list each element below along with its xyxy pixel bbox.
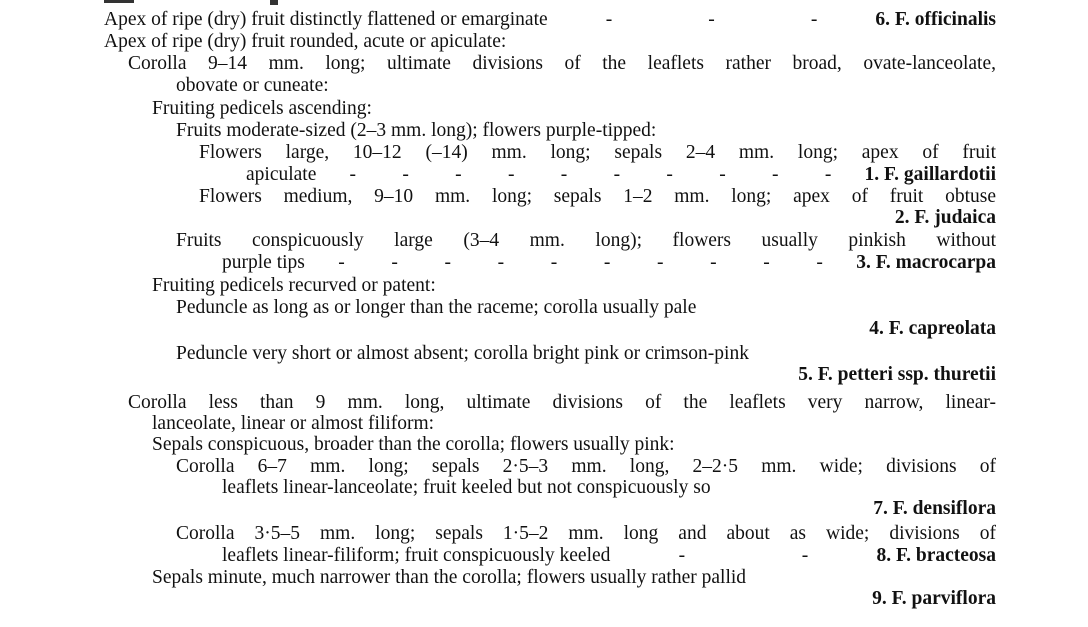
leader-dash: - bbox=[507, 164, 515, 185]
taxon-name: 9. F. parviflora bbox=[872, 588, 996, 609]
leader-dash: - bbox=[402, 164, 409, 185]
key-couplet-2a: Corolla 9–14 mm. long; ultimate divisions of the leaflets rather broad, ovate-lanceolate, bbox=[128, 53, 996, 74]
leader-dots bbox=[316, 164, 864, 186]
leader-dots bbox=[610, 545, 876, 567]
key-couplet-6b: Peduncle very short or almost absent; corolla bright pink or crimson-pink bbox=[176, 343, 749, 364]
key-couplet-5b: Flowers medium, 9–10 mm. long; sepals 1–2 mm. long; apex of fruit obtuse bbox=[199, 186, 996, 207]
key-couplet-7a: Sepals conspicuous, broader than the corolla; flowers usually pink: bbox=[152, 434, 675, 455]
key-couplet-3b: Fruiting pedicels recurved or patent: bbox=[152, 275, 436, 296]
key-couplet-3a: Fruiting pedicels ascending: bbox=[152, 98, 372, 119]
taxon-name: 5. F. petteri ssp. thuretii bbox=[798, 364, 996, 385]
leader-dash: - bbox=[810, 9, 818, 30]
taxon-name: 8. F. bracteosa bbox=[876, 545, 996, 566]
taxon-name: 3. F. macrocarpa bbox=[856, 252, 996, 273]
key-continuation bbox=[222, 545, 996, 567]
leader-dash: - bbox=[338, 252, 345, 273]
key-couplet-1a bbox=[104, 9, 996, 31]
leader-dash: - bbox=[391, 252, 398, 273]
leader-dash: - bbox=[710, 252, 717, 273]
leader-dash: - bbox=[349, 164, 357, 185]
leader-dash: - bbox=[455, 164, 462, 185]
leader-dash: - bbox=[613, 164, 621, 185]
taxon-name: 2. F. judaica bbox=[894, 207, 996, 228]
leader-dash: - bbox=[816, 252, 823, 273]
key-continuation: leaflets linear-lanceolate; fruit keeled but not conspicuously so bbox=[222, 477, 711, 498]
key-continuation: lanceolate, linear or almost filiform: bbox=[152, 413, 435, 434]
key-couplet-1b: Apex of ripe (dry) fruit rounded, acute or apiculate: bbox=[104, 31, 507, 52]
leader-dash: - bbox=[678, 545, 686, 566]
key-text: purple tips bbox=[222, 252, 305, 273]
key-text: apiculate bbox=[246, 164, 317, 185]
leader-dash: - bbox=[550, 252, 558, 273]
taxon-name: 4. F. capreolata bbox=[869, 318, 996, 339]
leader-dash: - bbox=[763, 252, 770, 273]
key-text: Apex of ripe (dry) fruit distinctly flattened or emarginate bbox=[104, 9, 548, 30]
key-continuation bbox=[222, 252, 996, 274]
leader-dash: - bbox=[444, 252, 451, 273]
leader-dash: - bbox=[656, 252, 664, 273]
key-couplet-2b: Corolla less than 9 mm. long, ultimate divisions of the leaflets very narrow, linear- bbox=[128, 392, 996, 413]
taxon-name: 7. F. densiflora bbox=[873, 498, 996, 519]
leader-dash: - bbox=[801, 545, 809, 566]
leader-dash: - bbox=[666, 164, 673, 185]
taxon-name: 6. F. officinalis bbox=[875, 9, 996, 30]
key-couplet-6a: Peduncle as long as or longer than the raceme; corolla usually pale bbox=[176, 297, 697, 318]
key-couplet-4a: Fruits moderate-sized (2–3 mm. long); flowers purple-tipped: bbox=[176, 120, 657, 141]
leader-dash: - bbox=[497, 252, 505, 273]
key-text: leaflets linear-filiform; fruit conspicuously keeled bbox=[222, 545, 611, 566]
leader-dots bbox=[305, 252, 856, 274]
leader-dash: - bbox=[708, 9, 715, 30]
key-couplet-4b: Fruits conspicuously large (3–4 mm. long); flowers usually pinkish without bbox=[176, 230, 996, 251]
leader-dash: - bbox=[605, 9, 613, 30]
leader-dash: - bbox=[560, 164, 568, 185]
cropped-heading-fragment bbox=[270, 0, 278, 5]
cropped-heading-fragment bbox=[104, 0, 134, 3]
key-couplet-5a: Flowers large, 10–12 (–14) mm. long; sepals 2–4 mm. long; apex of fruit bbox=[199, 142, 996, 163]
taxon-name: 1. F. gaillardotii bbox=[864, 164, 996, 185]
leader-dots bbox=[548, 9, 876, 31]
leader-dash: - bbox=[603, 252, 611, 273]
leader-dash: - bbox=[772, 164, 779, 185]
leader-dash: - bbox=[719, 164, 726, 185]
leader-dash: - bbox=[824, 164, 832, 185]
key-couplet-8b: Corolla 3·5–5 mm. long; sepals 1·5–2 mm. long and about as wide; divisions of bbox=[176, 523, 996, 544]
key-continuation bbox=[246, 164, 996, 186]
key-couplet-7b: Sepals minute, much narrower than the corolla; flowers usually rather pallid bbox=[152, 567, 747, 588]
key-continuation: obovate or cuneate: bbox=[176, 75, 329, 96]
key-couplet-8a: Corolla 6–7 mm. long; sepals 2·5–3 mm. long, 2–2·5 mm. wide; divisions of bbox=[176, 456, 996, 477]
